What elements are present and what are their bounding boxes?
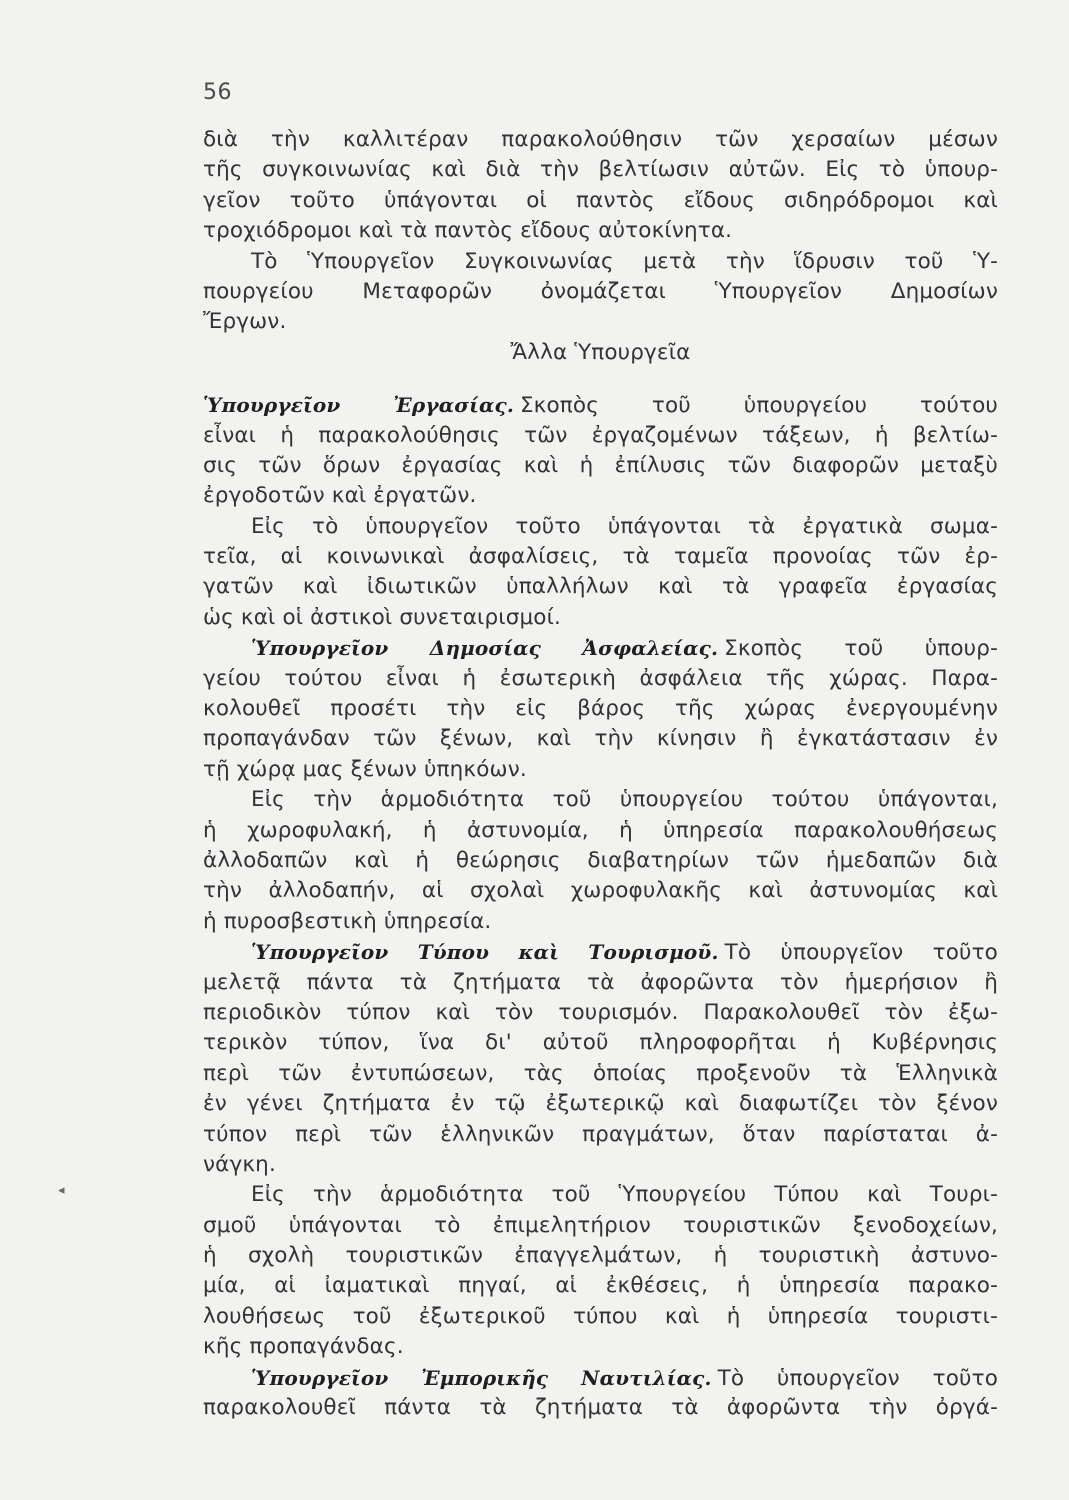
text-line: κολουθεῖ προσέτι τὴν εἰς βάρος τῆς χώρας ἐνεργουμένην xyxy=(203,696,998,722)
ministry-heading: Ὑπουργεῖον Ἐμπορικῆς Ναυτιλίας. xyxy=(251,1365,712,1390)
text-line: τῆς συγκοινωνίας καὶ διὰ τὴν βελτίωσιν αὐτῶν. Εἰς τὸ ὑπουρ- xyxy=(203,157,998,183)
text-line: λουθήσεως τοῦ ἐξωτερικοῦ τύπου καὶ ἡ ὑπηρεσία τουριστι- xyxy=(203,1303,998,1329)
text-line: σμοῦ ὑπάγονται τὸ ἐπιμελητήριον τουριστικῶν ξενοδοχείων, xyxy=(203,1212,998,1238)
text-line: ἡ χωροφυλακή, ἡ ἀστυνομία, ἡ ὑπηρεσία παρακολουθήσεως xyxy=(203,817,998,843)
text-line: τροχιόδρομοι καὶ τὰ παντὸς εἴδους αὐτοκίνητα. xyxy=(203,218,733,244)
text-line: μία, αἱ ἰαματικαὶ πηγαί, αἱ ἐκθέσεις, ἡ ὑπηρεσία παρακο- xyxy=(203,1273,998,1299)
text-line: Ὑπουργεῖον Δημοσίας Ἀσφαλείας. Σκοπὸς τοῦ ὑπουρ- xyxy=(251,636,998,662)
text-line: ὡς καὶ οἱ ἀστικοὶ συνεταιρισμοί. xyxy=(203,604,562,630)
text-line: πουργείου Μεταφορῶν ὀνομάζεται Ὑπουργεῖον Δημοσίων xyxy=(203,278,998,304)
text-line: περιοδικὸν τύπον καὶ τὸν τουρισμόν. Παρακολουθεῖ τὸν ἐξω- xyxy=(203,999,998,1025)
text-line: ἀλλοδαπῶν καὶ ἡ θεώρησις διαβατηρίων τῶν ἡμεδαπῶν διὰ xyxy=(203,847,998,873)
section-heading: Ἄλλα Ὑπουργεῖα xyxy=(510,339,691,365)
text-line: ἐν γένει ζητήματα ἐν τῷ ἐξωτερικῷ καὶ διαφωτίζει τὸν ξένον xyxy=(203,1091,998,1117)
text-line: γείου τούτου εἶναι ἡ ἐσωτερικὴ ἀσφάλεια τῆς χώρας. Παρα- xyxy=(203,665,998,691)
text-line: Ὑπουργεῖον Ἐμπορικῆς Ναυτιλίας. Τὸ ὑπουργεῖον τοῦτο xyxy=(251,1365,998,1391)
text-line: Τὸ Ὑπουργεῖον Συγκοινωνίας μετὰ τὴν ἵδρυσιν τοῦ Ὑ- xyxy=(251,248,998,274)
page-number: 56 xyxy=(203,80,232,105)
body-text xyxy=(203,125,998,1423)
text-line: νάγκη. xyxy=(203,1151,276,1177)
text-line: Ἔργων. xyxy=(203,309,287,335)
text-line: περὶ τῶν ἐντυπώσεων, τὰς ὁποίας προξενοῦν τὰ Ἑλληνικὰ xyxy=(203,1060,998,1086)
text-line: τεῖα, αἱ κοινωνικαὶ ἀσφαλίσεις, τὰ ταμεῖα προνοίας τῶν ἐρ- xyxy=(203,544,998,570)
text-line: τῇ χώρᾳ μας ξένων ὑπηκόων. xyxy=(203,756,527,782)
page-edge-mark-icon: ◂ xyxy=(58,1183,65,1198)
text-line: σις τῶν ὅρων ἐργασίας καὶ ἡ ἐπίλυσις τῶν διαφορῶν μεταξὺ xyxy=(203,452,998,478)
text-line: τερικὸν τύπον, ἵνα δι' αὐτοῦ πληροφορῆται ἡ Κυβέρνησις xyxy=(203,1030,998,1056)
text-line: τὴν ἀλλοδαπήν, αἱ σχολαὶ χωροφυλακῆς καὶ ἀστυνομίας καὶ xyxy=(203,878,998,904)
text-line: διὰ τὴν καλλιτέραν παρακολούθησιν τῶν χερσαίων μέσων xyxy=(203,127,998,152)
ministry-heading: Ὑπουργεῖον Ἐργασίας. xyxy=(203,393,514,418)
text-line: Ὑπουργεῖον Ἐργασίας. Σκοπὸς τοῦ ὑπουργείου τούτου xyxy=(203,393,998,419)
text-line: Εἰς τὴν ἁρμοδιότητα τοῦ Ὑπουργείου Τύπου καὶ Τουρι- xyxy=(251,1182,998,1208)
text-line: παρακολουθεῖ πάντα τὰ ζητήματα τὰ ἀφορῶντα τὴν ὀργά- xyxy=(203,1395,998,1421)
text-line: γατῶν καὶ ἰδιωτικῶν ὑπαλλήλων καὶ τὰ γραφεῖα ἐργασίας xyxy=(203,574,998,600)
text-line: γεῖον τοῦτο ὑπάγονται οἱ παντὸς εἴδους σιδηρόδρομοι καὶ xyxy=(203,187,998,213)
text-line: μελετᾷ πάντα τὰ ζητήματα τὰ ἀφορῶντα τὸν ἡμερήσιον ἢ xyxy=(203,969,998,995)
ministry-heading: Ὑπουργεῖον Τύπου καὶ Τουρισμοῦ. xyxy=(251,940,719,965)
ministry-heading: Ὑπουργεῖον Δημοσίας Ἀσφαλείας. xyxy=(251,636,719,661)
text-line: τύπον περὶ τῶν ἑλληνικῶν πραγμάτων, ὅταν παρίσταται ἀ- xyxy=(203,1121,998,1147)
text-line: εἶναι ἡ παρακολούθησις τῶν ἐργαζομένων τάξεων, ἡ βελτίω- xyxy=(203,422,998,448)
text-line: ἡ πυροσβεστικὴ ὑπηρεσία. xyxy=(203,908,492,934)
text-line: Εἰς τὴν ἁρμοδιότητα τοῦ ὑπουργείου τούτου ὑπάγονται, xyxy=(251,787,998,813)
text-line: ἐργοδοτῶν καὶ ἐργατῶν. xyxy=(203,483,477,509)
text-line: ἡ σχολὴ τουριστικῶν ἐπαγγελμάτων, ἡ τουριστικὴ ἀστυνο- xyxy=(203,1243,998,1269)
text-line: Εἰς τὸ ὑπουργεῖον τοῦτο ὑπάγονται τὰ ἐργατικὰ σωμα- xyxy=(251,513,998,539)
text-line: προπαγάνδαν τῶν ξένων, καὶ τὴν κίνησιν ἢ ἐγκατάστασιν ἐν xyxy=(203,726,998,752)
text-line: κῆς προπαγάνδας. xyxy=(203,1334,404,1360)
text-line: Ὑπουργεῖον Τύπου καὶ Τουρισμοῦ. Τὸ ὑπουργεῖον τοῦτο xyxy=(251,940,998,966)
